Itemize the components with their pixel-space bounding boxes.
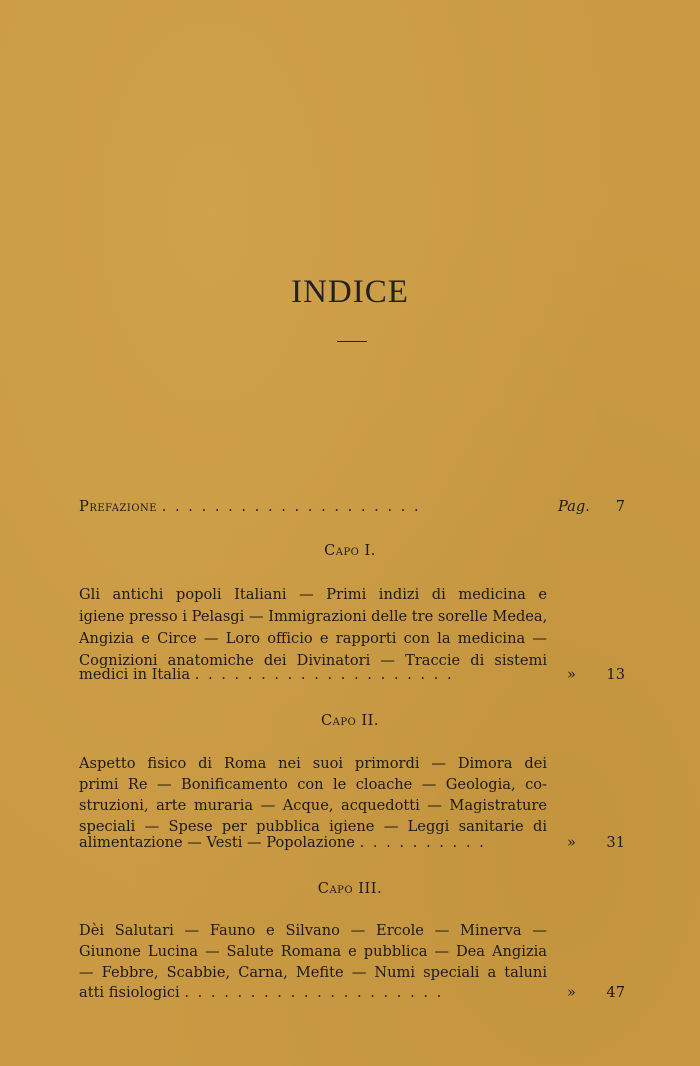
toc-line: struzioni, arte muraria — Acque, acquedotti — Magistrature bbox=[79, 797, 547, 814]
toc-line: Gli antichi popoli Italiani — Primi indizi di medicina e bbox=[79, 586, 547, 603]
page-title: INDICE bbox=[291, 274, 409, 310]
chapter-heading-1: Capo I. bbox=[324, 542, 376, 559]
entry-leaders: . . . . . . . . . . bbox=[359, 834, 486, 851]
toc-line: Giunone Lucina — Salute Romana e pubblica — Dea Angizia bbox=[79, 943, 547, 960]
toc-line: Aspetto fisico di Roma nei suoi primordi — Dimora dei bbox=[79, 755, 547, 772]
toc-line: — Febbre, Scabbie, Carna, Mefite — Numi speciali a taluni bbox=[79, 964, 547, 981]
toc-entry-capo-3 bbox=[79, 982, 625, 1004]
ditto-mark: » bbox=[567, 834, 576, 851]
entry-last-line: medici in Italia bbox=[79, 666, 191, 683]
prefazione-page-number: 7 bbox=[615, 498, 625, 515]
pag-label: Pag. bbox=[558, 498, 590, 515]
toc-line: igiene presso i Pelasgi — Immigrazioni delle tre sorelle Medea, bbox=[79, 608, 547, 625]
toc-entry-prefazione bbox=[79, 496, 625, 518]
toc-line: primi Re — Bonificamento con le cloache — Geologia, co- bbox=[79, 776, 547, 793]
ditto-mark: » bbox=[567, 984, 576, 1001]
ditto-mark: » bbox=[567, 666, 576, 683]
entry-page-number: 31 bbox=[606, 834, 625, 851]
toc-entry-capo-2 bbox=[79, 832, 625, 854]
toc-line: Cognizioni anatomiche dei Divinatori — Traccie di sistemi bbox=[79, 652, 547, 669]
chapter-heading-2: Capo II. bbox=[320, 712, 380, 729]
toc-line: Dèi Salutari — Fauno e Silvano — Ercole — Minerva — bbox=[79, 922, 547, 939]
chapter-heading-3: Capo III. bbox=[317, 880, 383, 897]
entry-last-line: atti fisiologici bbox=[79, 984, 180, 1001]
toc-entry-capo-1 bbox=[79, 664, 625, 686]
entry-page-number: 13 bbox=[606, 666, 625, 683]
entry-leaders: . . . . . . . . . . . . . . . . . . . . bbox=[194, 666, 454, 683]
toc-line: speciali — Spese per pubblica igiene — Leggi sanitarie di bbox=[79, 818, 547, 835]
entry-last-line: alimentazione — Vesti — Popolazione bbox=[79, 834, 355, 851]
title-rule bbox=[337, 341, 367, 342]
entry-page-number: 47 bbox=[606, 984, 625, 1001]
entry-leaders: . . . . . . . . . . . . . . . . . . . . bbox=[184, 984, 444, 1001]
prefazione-leaders: . . . . . . . . . . . . . . . . . . . . bbox=[161, 498, 421, 515]
prefazione-label: Prefazione bbox=[79, 498, 158, 515]
toc-line: Angizia e Circe — Loro officio e rapporti con la medicina — bbox=[79, 630, 547, 647]
